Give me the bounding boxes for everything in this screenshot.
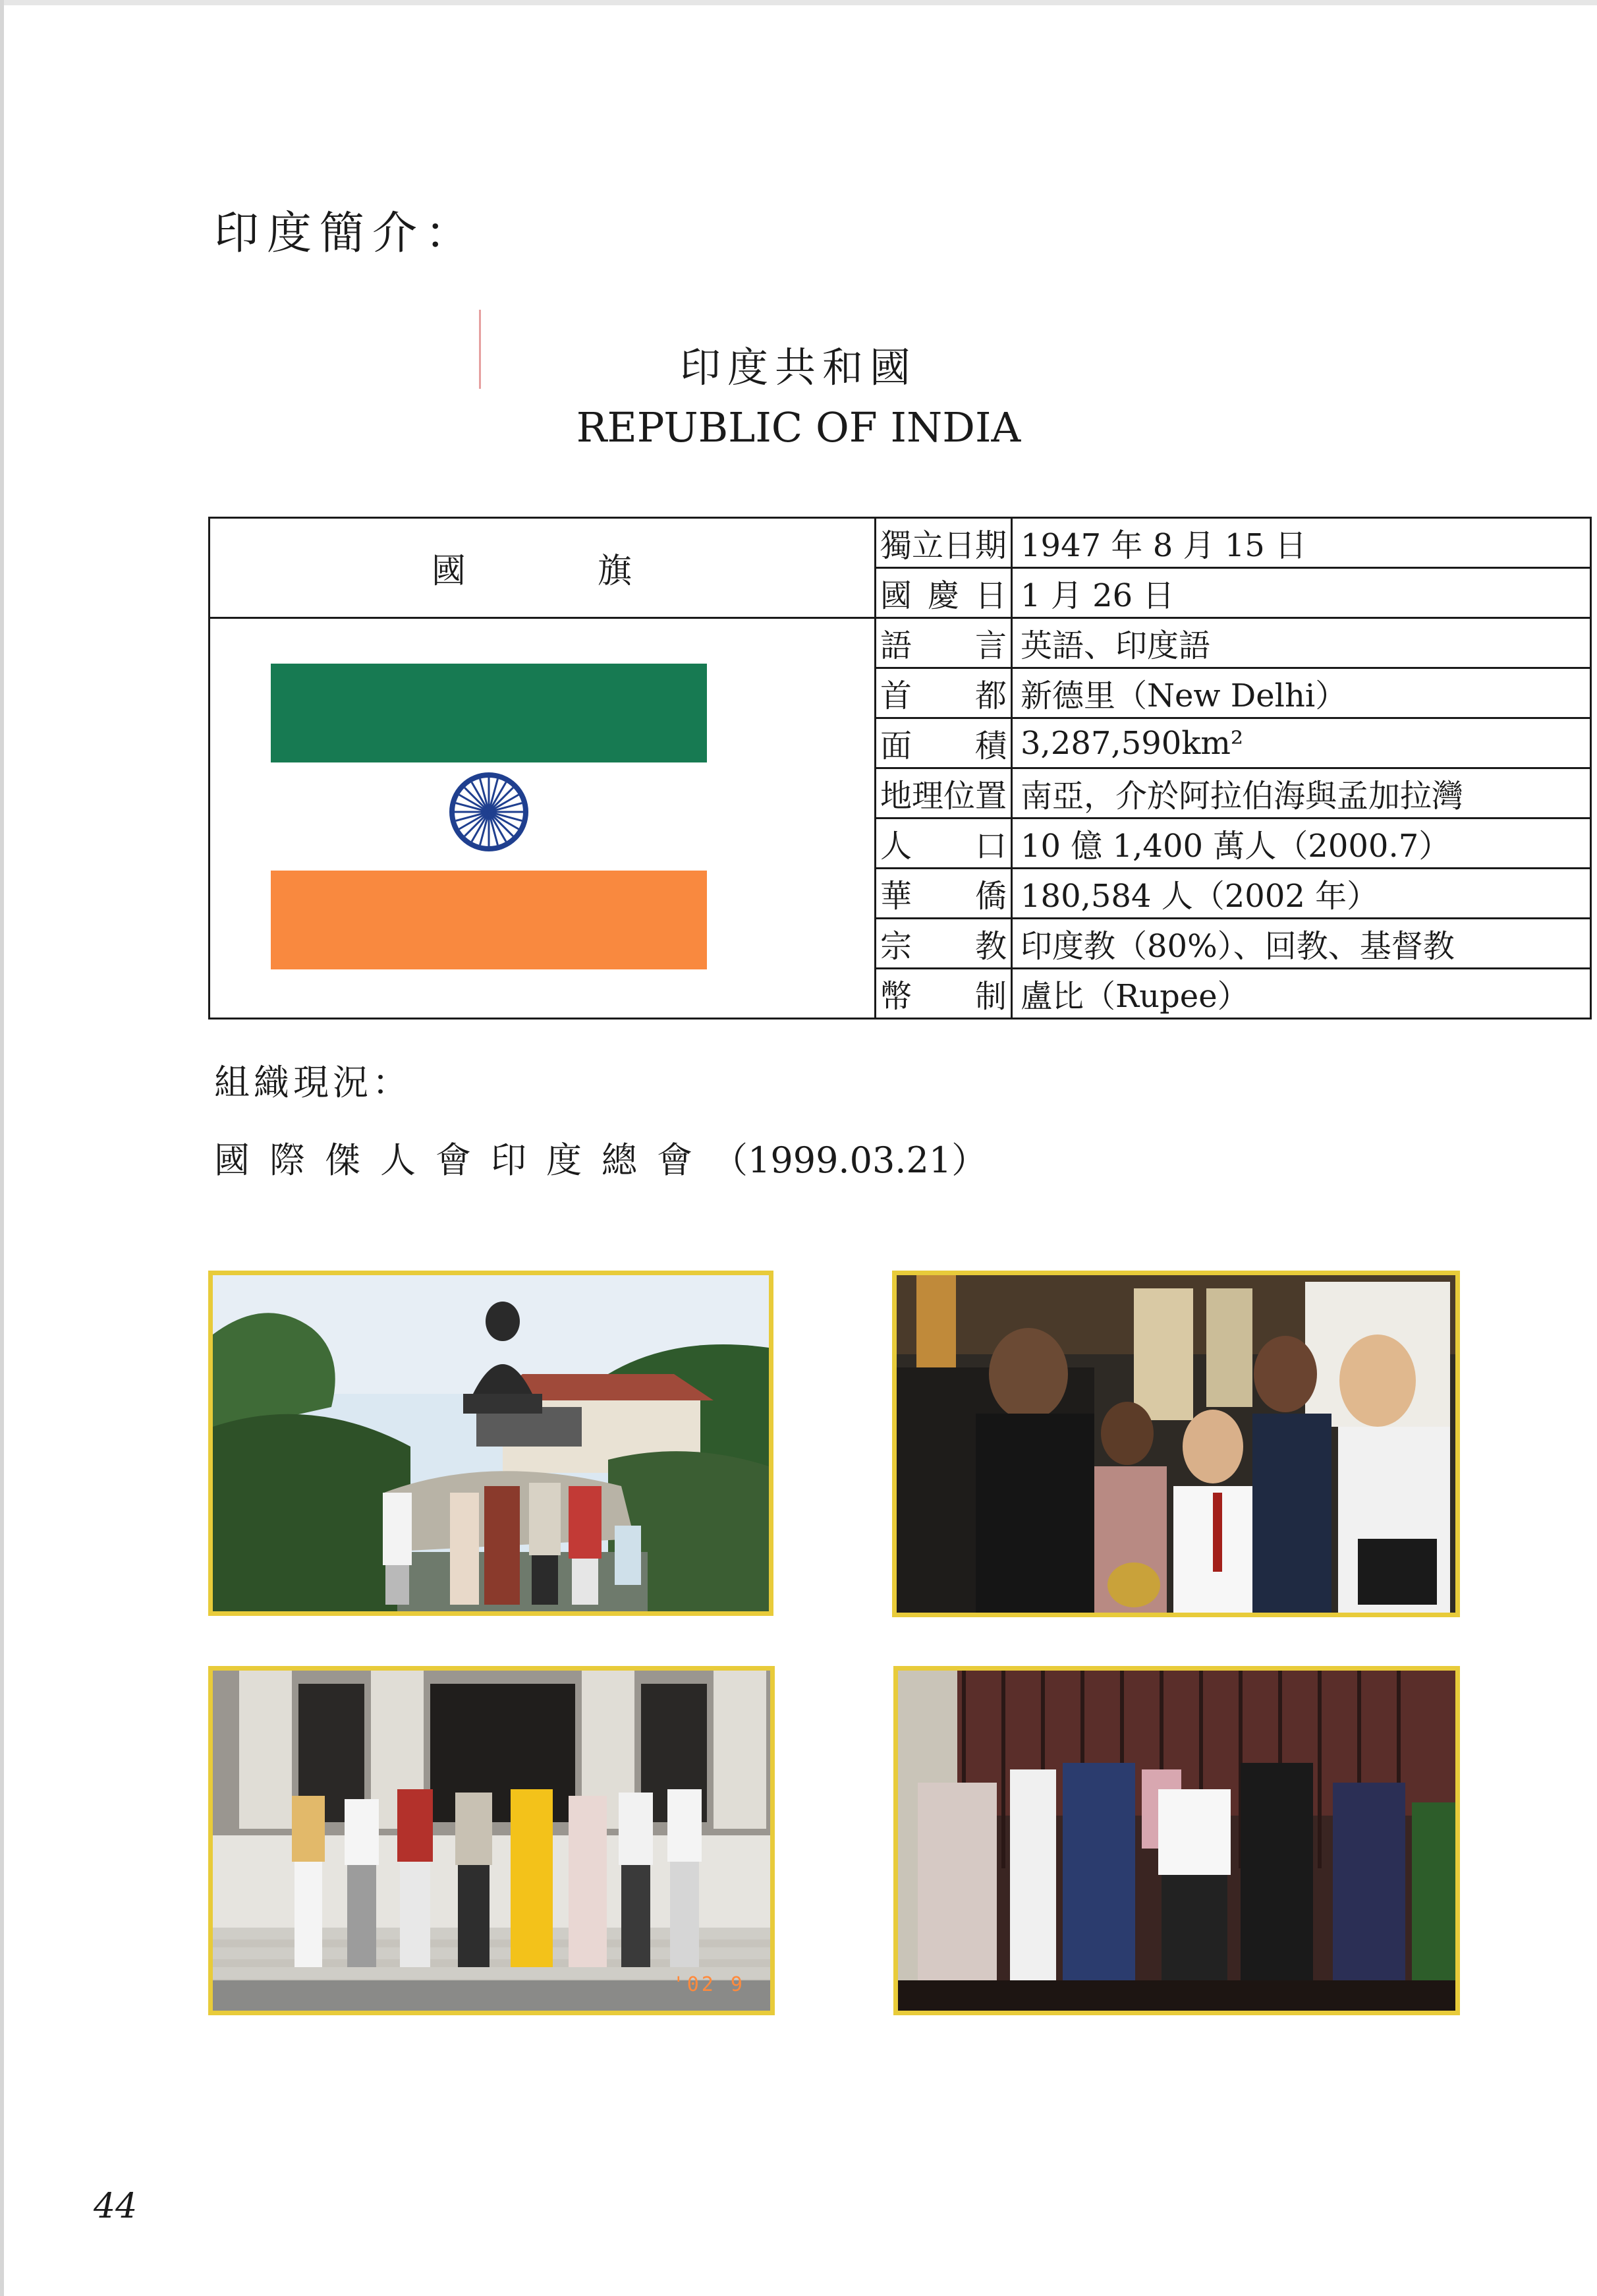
section-title: 組織現況： [214, 1062, 412, 1103]
row-label-overseas-chinese: 華僑 [876, 869, 1012, 919]
row-label-independence: 獨立日期 [876, 518, 1012, 568]
row-value-currency: 盧比（Rupee） [1012, 969, 1591, 1019]
photo-indoor-handshake [892, 1271, 1460, 1617]
row-label-language: 語言 [876, 618, 1012, 668]
flag-cell [210, 618, 876, 1019]
photo-date-stamp: '02 9 [672, 1973, 745, 1996]
row-label-area: 面積 [876, 718, 1012, 768]
flag-saffron-band [271, 871, 707, 969]
organization-date: （1999.03.21） [712, 1139, 988, 1181]
flag-green-band [271, 664, 707, 762]
row-value-language: 英語、印度語 [1012, 618, 1591, 668]
ashoka-chakra-icon [448, 771, 530, 853]
page-heading: 印度簡介： [214, 208, 478, 260]
scan-top-edge [0, 0, 1597, 5]
row-label-population: 人口 [876, 818, 1012, 869]
photo-buddha-statue-group [208, 1271, 773, 1616]
row-value-overseas-chinese: 180,584 人（2002 年） [1012, 869, 1591, 919]
country-title-english: REPUBLIC OF INDIA [576, 403, 1021, 451]
country-title-chinese: 印度共和國 [679, 343, 917, 391]
row-value-population: 10 億 1,400 萬人（2000.7） [1012, 818, 1591, 869]
organization-line [214, 1132, 987, 1183]
row-label-national-day: 國慶日 [876, 568, 1012, 618]
page-number: 44 [94, 2187, 138, 2226]
row-value-independence: 1947 年 8 月 15 日 [1012, 518, 1591, 568]
photo-temple-steps-group [208, 1666, 775, 2015]
india-flag-image [271, 664, 707, 969]
row-value-area: 3,287,590km² [1012, 718, 1591, 768]
row-label-religion: 宗教 [876, 919, 1012, 969]
flag-header: 國旗 [210, 518, 876, 618]
organization-name: 國際傑人會印度總會 [214, 1139, 712, 1181]
photo-indoor-curtain-group [893, 1666, 1460, 2015]
country-info-table [208, 517, 1592, 1019]
row-label-capital: 首都 [876, 668, 1012, 718]
row-label-location: 地理位置 [876, 768, 1012, 818]
row-value-national-day: 1 月 26 日 [1012, 568, 1591, 618]
row-value-religion: 印度教（80%）、回教、基督教 [1012, 919, 1591, 969]
row-label-currency: 幣制 [876, 969, 1012, 1019]
row-value-location: 南亞，介於阿拉伯海與孟加拉灣 [1012, 768, 1591, 818]
row-value-capital: 新德里（New Delhi） [1012, 668, 1591, 718]
